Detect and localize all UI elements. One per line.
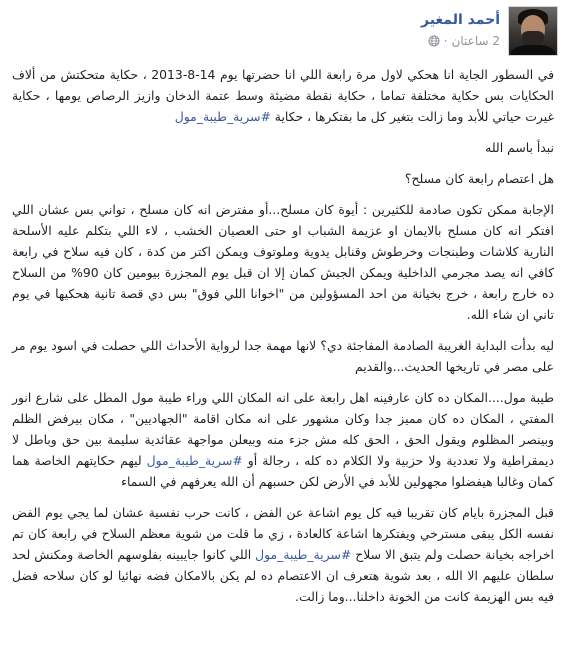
paragraph-text: قبل المجزرة بايام كان تقريبا فيه كل يوم اشاعة عن الفض ، كانت حرب نفسية عشان لما يجي يوم الفض نفسه الكل يبقى مسترخي ويفتكرها اشاعة كالعادة ، زي ما قلت من شوية معظم السلاح في رابعة كان تم اخراجه بخيانة حصلت ولم يتبق الا سلاح: [12, 505, 554, 562]
paragraph-text: هل اعتصام رابعة كان مسلح؟: [404, 171, 554, 186]
post-paragraph: [12, 387, 554, 492]
post-header: [0, 0, 568, 62]
hashtag-link[interactable]: #سرية_طيبة_مول: [174, 109, 271, 124]
paragraph-text: ليهم حكايتهم الخاصة هما كمان وغالبا هيفضلوا مجهولين للأبد في الأرض لكن حسبهم أن الله يعرفهم في السماء: [12, 453, 554, 489]
post-paragraph: [12, 502, 554, 607]
avatar-body: [511, 45, 555, 56]
post-timestamp[interactable]: 2 ساعتان: [451, 34, 500, 48]
post-paragraph: [12, 199, 554, 325]
post-paragraph: [12, 64, 554, 127]
author-name[interactable]: أحمد المغير: [420, 12, 500, 28]
paragraph-text: الإجابة ممكن تكون صادمة للكثيرين : أيوة كان مسلح...أو مفترض انه كان مسلح ، تواني بس عشان اللي افتكر انه كان مسلح بالايمان او عزيمة الشباب او حتى العصيان الخشب ، لاء اللي بتكلم عليه الأسلحة النارية كلاشات وطبنجات وخرطوش وقنابل يدوية وملوتوف ويمكن اكتر من كدة ، كان فيه سلاح في رابعة كافي انه يصد مجرمي الداخلية ويمكن الجيش كمان إلا ان قبل يوم المجزرة بيومين كان 90% من السلاح ده خارج رابعة ، خرج بخيانة من احد المسؤولين من "اخوانا اللي فوق" بس دي قصة تانية هحكيها في يوم تاني ان شاء الله.: [12, 202, 554, 322]
post-paragraph: [12, 168, 554, 189]
hashtag-link[interactable]: #سرية_طيبة_مول: [146, 453, 243, 468]
globe-icon[interactable]: [428, 35, 440, 47]
post-paragraph: [12, 137, 554, 158]
hashtag-link[interactable]: #سرية_طيبة_مول: [255, 547, 352, 562]
paragraph-text: نبدأ باسم الله: [485, 140, 554, 155]
paragraph-text: في السطور الجاية انا هحكي لاول مرة رابعة اللي انا حضرتها يوم 14-8-2013 ، حكاية متحكتش من ألاف الحكايات بس حكاية مختلفة تماما ، حكاية نقطة مضيئة وسط عتمة الدخان وازيز الرصاص يومها ، حكاية غيرت حياتي للأبد وما زالت بتغير كل ما بفتكرها ، حكاية: [12, 67, 554, 124]
post-paragraph: [12, 335, 554, 377]
meta-separator: ·: [443, 34, 448, 48]
paragraph-text: ليه بدأت البداية الغريبة الصادمة المفاجئة دي؟ لانها مهمة جدا لرواية الأحداث اللي حصلت في اسود يوم مر على مصر في تاريخها الحديث...والقديم: [12, 338, 554, 374]
paragraph-text: طيبة مول....المكان ده كان عارفينه اهل رابعة على انه المكان اللي وراء طيبة مول المطل على شارع انور المفتي ، المكان ده كان مميز جدا وكان مشهور على انه مكان اقامة "الجهاديين" ، مكان بيرفض الظلم وبينصر المظلوم ويقول الحق ، الحق كله مش جزء منه وبيعلن مواجهة عقائدية سليمة بين حق وباطل لا ديمقراطية ولا تعددية ولا حزبية ولا الكلام ده كله ، رجالة أو: [12, 390, 554, 468]
post-body: [12, 64, 554, 617]
author-avatar[interactable]: [508, 6, 558, 56]
post-meta: [428, 34, 500, 48]
paragraph-text: اللي كانوا جايبينه بفلوسهم الخاصة ومكنش لحد سلطان عليهم الا الله ، بعد شوية هتعرف ان الاعتصام ده لم يكن بالامكان فضه نهائيا لو كان سلاحه فضل فيه بس الهزيمة كانت من الخونة داخلنا...وما زالت.: [12, 547, 554, 604]
